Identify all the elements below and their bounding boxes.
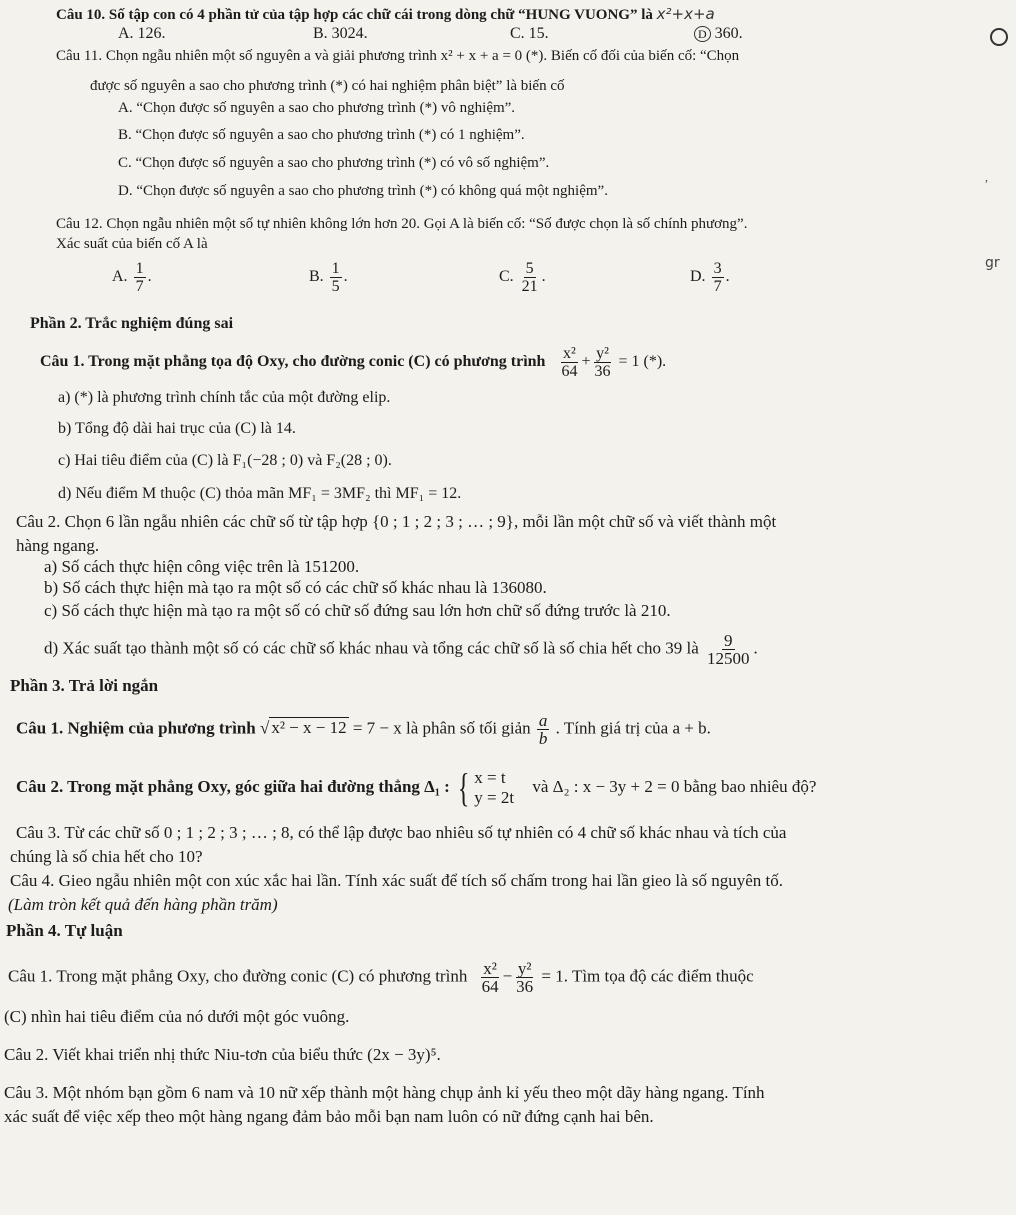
pen-mark-icon: , bbox=[985, 170, 988, 184]
q10-option-d: D 360. bbox=[694, 24, 743, 44]
p2-c2-c: c) Số cách thực hiện mà tạo ra một số có chữ số đứng sau lớn hơn chữ số đứng trước là 210. bbox=[44, 601, 671, 620]
p3-c1: Câu 1. Nghiệm của phương trình √ x² − x − 12 = 7 − x là phân số tối giản $\frac{a}{b}$ . Tính giá trị của a + b. bbox=[16, 711, 711, 748]
handwritten-note: x²+x+a bbox=[656, 5, 715, 23]
part4-title: Phần 4. Tự luận bbox=[6, 921, 123, 940]
p2-c1-d: d) Nếu điểm M thuộc (C) thỏa mãn MF₁ = 3MF₂ thì MF₁ = 12. bbox=[58, 485, 462, 502]
q11-option-d: D. “Chọn được số nguyên a sao cho phương trình (*) có không quá một nghiệm”. bbox=[118, 183, 608, 199]
q12-stem-line2: Xác suất của biến cố A là bbox=[56, 236, 208, 252]
p2-c2-stem-line1: Câu 2. Chọn 6 lần ngẫu nhiên các chữ số từ tập hợp {0 ; 1 ; 2 ; 3 ; … ; 9}, mỗi lần một chữ số và viết thành một bbox=[16, 512, 777, 531]
q12-option-d: D. $\frac{3}{7}$ . bbox=[690, 260, 730, 295]
q11-stem-line1: Câu 11. Chọn ngẫu nhiên một số nguyên a và giải phương trình x² + x + a = 0 (*). Biến cố đối của biến cố: “Chọn bbox=[56, 48, 740, 64]
q10-option-a: A. 126. bbox=[118, 25, 166, 42]
q11-stem-line2: được số nguyên a sao cho phương trình (*) có hai nghiệm phân biệt” là biến cố bbox=[90, 78, 565, 94]
p4-c3-line2: xác suất để việc xếp theo một hàng ngang đảm bảo mỗi bạn nam luôn có nữ đứng cạnh hai bên. bbox=[4, 1107, 654, 1126]
q12-option-a: A. $\frac{1}{7}$ . bbox=[112, 260, 152, 295]
p4-c1-line2: (C) nhìn hai tiêu điểm của nó dưới một góc vuông. bbox=[4, 1007, 350, 1026]
p2-c1-b: b) Tổng độ dài hai trục của (C) là 14. bbox=[58, 420, 296, 437]
margin-note: gr bbox=[985, 255, 1000, 271]
p3-c4-line2: (Làm tròn kết quả đến hàng phần trăm) bbox=[8, 895, 278, 914]
p2-c1-c: c) Hai tiêu điểm của (C) là F₁(−28 ; 0) và F₂(28 ; 0). bbox=[58, 452, 392, 469]
p2-c2-stem-line2: hàng ngang. bbox=[16, 536, 100, 555]
q12-option-b: B. $\frac{1}{5}$ . bbox=[309, 260, 348, 295]
circle-mark-icon bbox=[990, 28, 1008, 46]
q12-option-c: C. $\frac{5}{21}$ . bbox=[499, 260, 546, 295]
q11-option-c: C. “Chọn được số nguyên a sao cho phương trình (*) có vô số nghiệm”. bbox=[118, 155, 550, 171]
q10-option-b: B. 3024. bbox=[313, 25, 368, 42]
p2-c2-b: b) Số cách thực hiện mà tạo ra một số có các chữ số khác nhau là 136080. bbox=[44, 578, 547, 597]
p3-c2: Câu 2. Trong mặt phẳng Oxy, góc giữa hai đường thẳng Δ₁ : { x = t y = 2t và Δ₂ : x − 3y + 2 = 0 bằng bao nhiêu độ? bbox=[16, 765, 817, 810]
p3-c3-line2: chúng là số chia hết cho 10? bbox=[10, 847, 203, 866]
p4-c3-line1: Câu 3. Một nhóm bạn gồm 6 nam và 10 nữ xếp thành một hàng chụp ảnh kỉ yếu theo một dãy hàng ngang. Tính bbox=[4, 1083, 765, 1102]
p2-c1-a: a) (*) là phương trình chính tắc của một đường elip. bbox=[58, 389, 391, 406]
q10-stem: Câu 10. Số tập con có 4 phần tử của tập hợp các chữ cái trong dòng chữ “HUNG VUONG” là x²+x+a bbox=[56, 5, 715, 23]
part2-title: Phần 2. Trắc nghiệm đúng sai bbox=[30, 315, 234, 332]
p3-c3-line1: Câu 3. Từ các chữ số 0 ; 1 ; 2 ; 3 ; … ; 8, có thể lập được bao nhiêu số tự nhiên có 4 chữ số khác nhau và tích của bbox=[16, 823, 787, 842]
circled-answer-d: D bbox=[694, 26, 711, 42]
q11-option-b: B. “Chọn được số nguyên a sao cho phương trình (*) có 1 nghiệm”. bbox=[118, 127, 525, 143]
p4-c1-line1: Câu 1. Trong mặt phẳng Oxy, cho đường conic (C) có phương trình $\frac{\text{x²}}{64}$ − $\frac{\text{y²}}{36}$ = 1. Tìm tọa độ các điểm thuộc bbox=[8, 959, 754, 996]
p3-c4-line1: Câu 4. Gieo ngẫu nhiên một con xúc xắc hai lần. Tính xác suất để tích số chấm trong hai lần gieo là số nguyên tố. bbox=[10, 871, 783, 890]
p2-c1-stem: Câu 1. Trong mặt phẳng tọa độ Oxy, cho đường conic (C) có phương trình $\frac{\text{x²}}{64}$ + $\frac{\text{y²}}{36}$ = 1 (*). bbox=[40, 345, 667, 380]
q12-stem-line1: Câu 12. Chọn ngẫu nhiên một số tự nhiên không lớn hơn 20. Gọi A là biến cố: “Số được chọn là số chính phương”. bbox=[56, 216, 748, 232]
q11-option-a: A. “Chọn được số nguyên a sao cho phương trình (*) vô nghiệm”. bbox=[118, 100, 516, 116]
p2-c2-d: d) Xác suất tạo thành một số có các chữ số khác nhau và tổng các chữ số là số chia hết cho 39 là $\frac{9}{12500}$ . bbox=[44, 631, 758, 668]
p2-c2-a: a) Số cách thực hiện công việc trên là 151200. bbox=[44, 557, 360, 576]
p4-c2: Câu 2. Viết khai triển nhị thức Niu-tơn của biểu thức (2x − 3y)⁵. bbox=[4, 1045, 441, 1064]
part3-title: Phần 3. Trả lời ngắn bbox=[10, 676, 159, 695]
q10-option-c: C. 15. bbox=[510, 25, 549, 42]
